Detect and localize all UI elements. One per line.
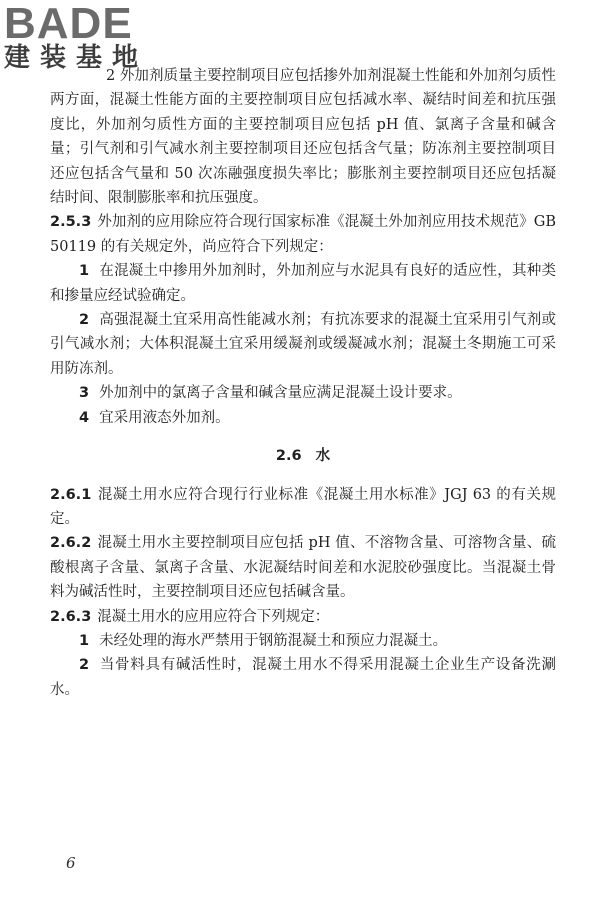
clause-2-6-2 — [50, 531, 556, 604]
list-item — [50, 381, 556, 405]
item-number: 4 — [79, 409, 90, 426]
list-item — [50, 629, 556, 653]
watermark-chinese: 建装基地 — [4, 43, 149, 73]
section-number: 2.6 — [275, 448, 302, 465]
clause-number: 2.5.3 — [50, 214, 92, 231]
section-title: 水 — [315, 447, 331, 465]
item-number: 1 — [79, 632, 90, 649]
item-text: 高强混凝土宜采用高性能减水剂；有抗冻要求的混凝土宜采用引气剂或引气减水剂；大体积混凝土宜采用缓凝剂或缓凝减水剂；混凝土冬期施工可采用防冻剂。 — [50, 312, 556, 377]
item-text: 宜采用液态外加剂。 — [99, 409, 230, 426]
clause-text: 混凝土用水应符合现行行业标准《混凝土用水标准》JGJ 63 的有关规定。 — [50, 486, 556, 527]
watermark-logo — [4, 2, 174, 72]
clause-text: 外加剂的应用除应符合现行国家标准《混凝土外加剂应用技术规范》GB 50119 的有关规定外，尚应符合下列规定： — [50, 214, 556, 255]
item-number: 1 — [79, 263, 90, 280]
clause-text: 混凝土用水的应用应符合下列规定： — [97, 608, 330, 625]
clause-2-6-1 — [50, 483, 556, 532]
intro-paragraph: 2 外加剂质量主要控制项目应包括掺外加剂混凝土性能和外加剂匀质性两方面，混凝土性能方面的主要控制项目应包括减水率、凝结时间差和抗压强度比，外加剂匀质性方面的主要控制项目应包括 pH 值、氯离子含量和碱含量；引气剂和引气减水剂主要控制项目还应包括含气量；防冻剂主要控制项目还应包括含气量和 50 次冻融强度损失率比；膨胀剂主要控制项目还应包括凝结时间、限制膨胀率和抗压强度。 — [50, 68, 556, 207]
clause-number: 2.6.3 — [50, 608, 92, 625]
watermark-latin: BADE — [4, 0, 133, 48]
item-text: 当骨料具有碱活性时，混凝土用水不得采用混凝土企业生产设备洗涮水。 — [50, 657, 556, 698]
list-item — [50, 308, 556, 381]
clause-number: 2.6.2 — [50, 535, 92, 552]
item-number: 2 — [79, 657, 90, 674]
clause-2-6-3 — [50, 605, 556, 629]
clause-text: 混凝土用水主要控制项目应包括 pH 值、不溶物含量、可溶物含量、硫酸根离子含量、氯离子含量、水泥凝结时间差和水泥胶砂强度比。当混凝土骨料为碱活性时，主要控制项目还应包括碱含量。 — [50, 535, 556, 601]
document-body — [50, 64, 556, 702]
item-text: 在混凝土中掺用外加剂时，外加剂应与水泥具有良好的适应性，其种类和掺量应经试验确定。 — [50, 263, 556, 304]
item-text: 未经处理的海水严禁用于钢筋混凝土和预应力混凝土。 — [99, 632, 448, 649]
list-item — [50, 259, 556, 308]
section-heading — [50, 444, 556, 468]
item-text: 外加剂中的氯离子含量和碱含量应满足混凝土设计要求。 — [99, 385, 462, 402]
page-number: 6 — [66, 854, 76, 872]
item-number: 3 — [79, 385, 90, 402]
list-item — [50, 653, 556, 702]
clause-number: 2.6.1 — [50, 486, 92, 503]
list-item — [50, 406, 556, 430]
item-number: 2 — [79, 312, 90, 329]
clause-2-5-3 — [50, 210, 556, 259]
